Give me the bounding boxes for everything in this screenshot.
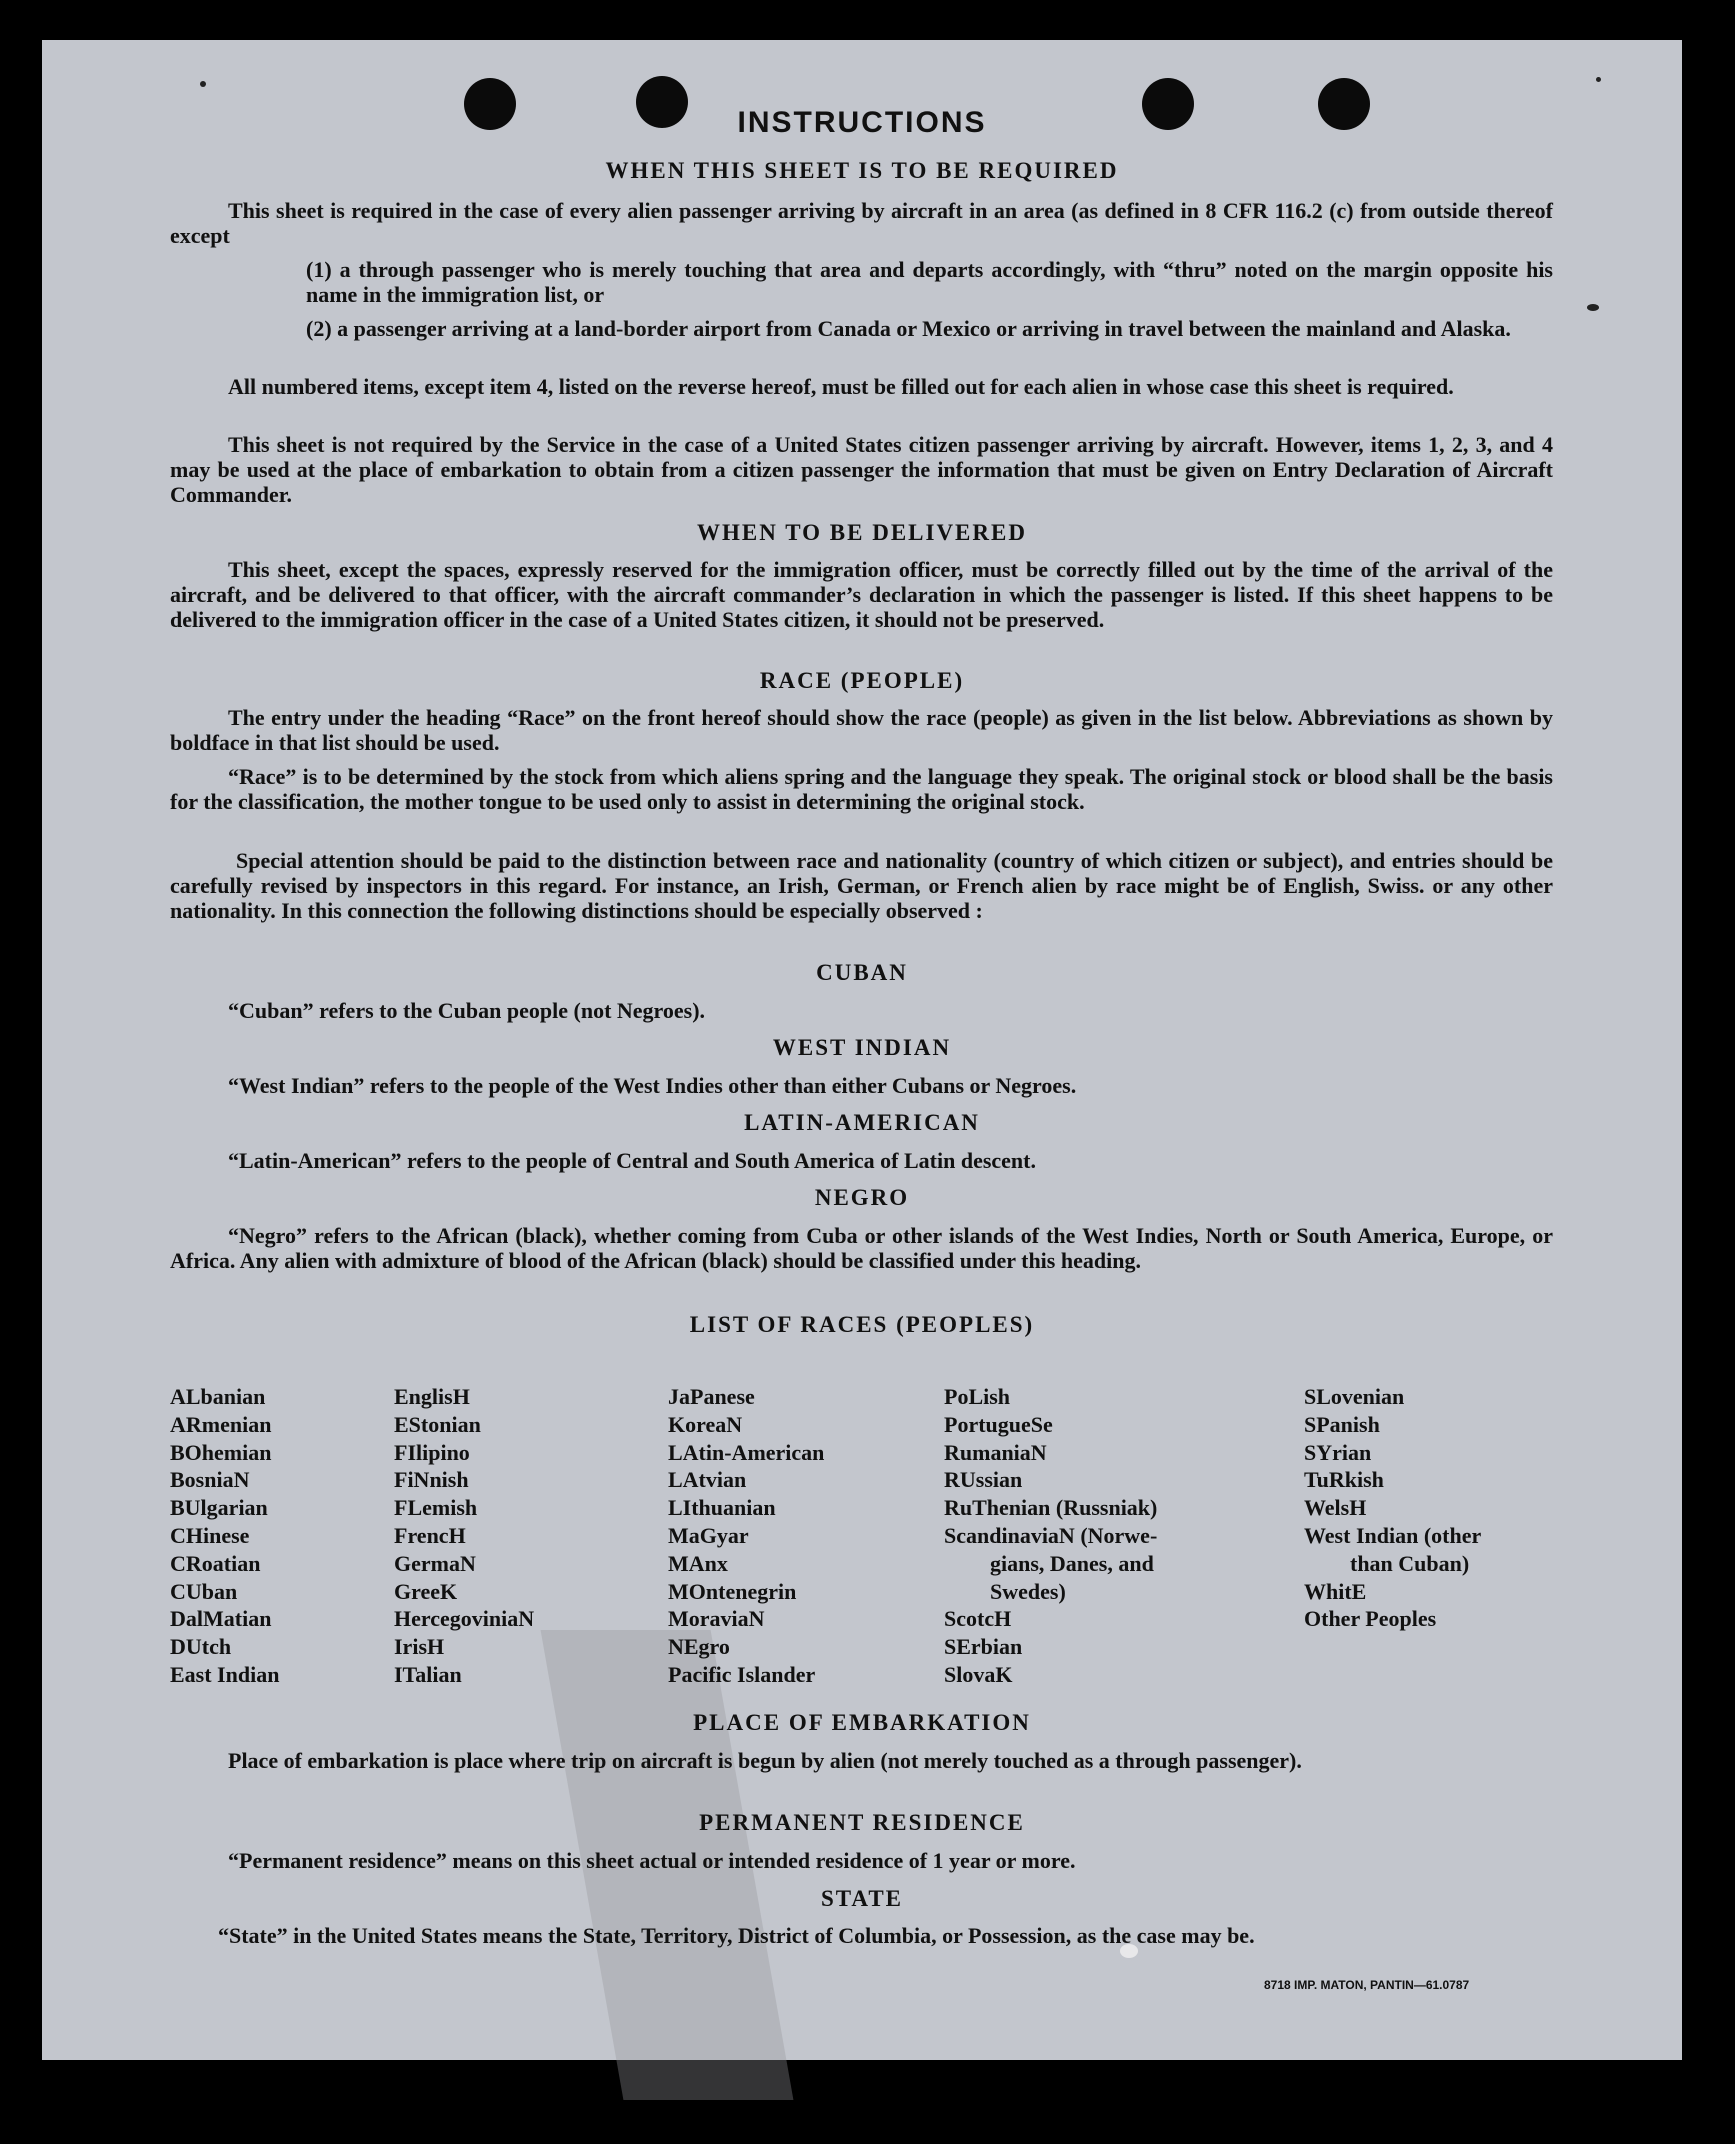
race-item: ScotcH [944,1606,1012,1632]
race-item: BOhemian [170,1439,272,1465]
races-column-5 [1304,1383,1481,1633]
paragraph: Special attention should be paid to the distinction between race and nationality (country of which citizen or subject), and entries should be carefully revised by inspectors in this regard. For instance, an Irish, German, or French alien by race might be of English, Swiss. or any other nationality. In this connection the following distinctions should be especially observed : [170,848,1553,923]
race-item: Other Peoples [1304,1606,1437,1632]
heading-negro: NEGRO [814,1185,910,1210]
race-item: ARmenian [170,1411,272,1437]
race-item: DUtch [170,1634,232,1660]
race-item: TuRkish [1304,1467,1384,1493]
paragraph: This sheet is not required by the Service in the case of a United States citizen passenger arriving by aircraft. However, items 1, 2, 3, and 4 may be used at the place of embarkation to obtain from a citizen passenger the information that must be given on Entry Declaration of Aircraft Commander. [170,432,1553,507]
race-item: HercegoviniaN [394,1606,535,1632]
race-item: LIthuanian [668,1495,776,1521]
race-item: SPanish [1304,1411,1380,1437]
races-column-3 [668,1383,824,1689]
exception-item-1: (1) a through passenger who is merely touching that area and departs accordingly, with “thru” noted on the margin opposite his name in the immigration list, or [306,257,1553,307]
race-item: ALbanian [170,1384,266,1409]
race-item: East Indian [170,1661,280,1687]
heading-when-required: WHEN THIS SHEET IS TO BE REQUIRED [605,158,1119,183]
race-item: than Cuban) [1350,1550,1470,1576]
race-item: FrencH [394,1522,466,1548]
race-item: EStonian [394,1411,481,1437]
race-item: ITalian [394,1661,462,1687]
race-item: ScandinaviaN (Norwe- [944,1522,1158,1548]
race-item: GermaN [394,1550,476,1576]
page-title: INSTRUCTIONS [737,106,987,139]
race-item: PortugueSe [944,1411,1053,1437]
definition-permanent-residence: “Permanent residence” means on this sheet actual or intended residence of 1 year or more. [228,1848,1076,1873]
paragraph: This sheet, except the spaces, expressly reserved for the immigration officer, must be correctly filled out by the time of the arrival of the aircraft, and be delivered to that officer, with the aircraft commander’s declaration in which the passenger is listed. If this sheet happens to be delivered to the immigration officer in the case of a United States citizen, it should not be preserved. [170,557,1553,632]
heading-permanent-residence: PERMANENT RESIDENCE [699,1810,1025,1835]
race-item: IrisH [394,1634,445,1660]
speck [200,81,206,87]
definition-cuban: “Cuban” refers to the Cuban people (not Negroes). [228,998,706,1023]
races-column-1 [170,1383,279,1689]
definition-state: “State” in the United States means the State, Territory, District of Columbia, or Possession, as the case may be. [218,1923,1255,1948]
race-item: LAtin-American [668,1439,825,1465]
races-column-4 [944,1383,1157,1689]
race-item: BosniaN [170,1467,250,1493]
exception-item-2: (2) a passenger arriving at a land-border airport from Canada or Mexico or arriving in travel between the mainland and Alaska. [306,316,1511,341]
race-item: LAtvian [668,1467,747,1493]
race-item: CUban [170,1578,238,1604]
race-item: DalMatian [170,1606,272,1632]
races-column-2 [394,1383,534,1689]
race-item: NEgro [668,1634,730,1660]
race-item: JaPanese [668,1384,755,1409]
race-item: WhitE [1304,1578,1367,1604]
heading-list-of-races: LIST OF RACES (PEOPLES) [689,1312,1035,1337]
speck [1596,77,1601,82]
paragraph: “Race” is to be determined by the stock from which aliens spring and the language they speak. The original stock or blood shall be the basis for the classification, the mother tongue to be used only to assist in determining the original stock. [170,764,1553,814]
race-item: Pacific Islander [668,1661,816,1687]
race-item: CHinese [170,1522,250,1548]
paragraph: This sheet is required in the case of every alien passenger arriving by aircraft in an area (as defined in 8 CFR 116.2 (c) from outside thereof except [170,198,1553,248]
race-item: RuThenian (Russniak) [944,1495,1158,1521]
heading-place-of-embarkation: PLACE OF EMBARKATION [693,1710,1031,1735]
paragraph: Place of embarkation is place where trip on aircraft is begun by alien (not merely touched as a through passenger). [228,1748,1302,1773]
race-item: EnglisH [394,1384,470,1409]
race-item: KoreaN [668,1411,743,1437]
paragraph: The entry under the heading “Race” on the front hereof should show the race (people) as given in the list below. Abbreviations as shown by boldface in that list should be used. [170,705,1553,755]
race-item: gians, Danes, and [990,1550,1154,1576]
paragraph: “Negro” refers to the African (black), whether coming from Cuba or other islands of the West Indies, North or South America, Europe, or Africa. Any alien with admixture of blood of the African (black) should be classified under this heading. [170,1223,1553,1273]
paragraph: All numbered items, except item 4, listed on the reverse hereof, must be filled out for each alien in whose case this sheet is required. [228,374,1454,399]
heading-west-indian: WEST INDIAN [772,1035,952,1060]
heading-when-delivered: WHEN TO BE DELIVERED [697,520,1027,545]
race-item: SErbian [944,1634,1023,1660]
race-item: FiNnish [394,1467,469,1493]
race-item: RUssian [944,1467,1023,1493]
race-item: FIlipino [394,1439,470,1465]
definition-west-indian: “West Indian” refers to the people of the West Indies other than either Cubans or Negroes. [228,1073,1077,1098]
printer-imprint: 8718 IMP. MATON, PANTIN—61.0787 [1264,1978,1470,1992]
race-item: BUlgarian [170,1495,268,1521]
race-item: MoraviaN [668,1606,765,1632]
race-item: WelsH [1304,1495,1367,1521]
race-item: FLemish [394,1495,478,1521]
heading-cuban: CUBAN [816,960,908,985]
race-item: CRoatian [170,1550,261,1576]
race-item: West Indian (other [1304,1522,1482,1548]
race-item: PoLish [944,1384,1011,1409]
race-item: GreeK [394,1578,458,1604]
heading-race: RACE (PEOPLE) [759,668,965,693]
race-item: MAnx [668,1550,728,1576]
heading-state: STATE [820,1886,903,1911]
race-item: MOntenegrin [668,1578,797,1604]
race-item: SLovenian [1304,1384,1405,1409]
race-item: SYrian [1304,1439,1372,1465]
race-item: Swedes) [990,1578,1066,1604]
race-item: MaGyar [668,1522,749,1548]
speck [1587,304,1599,311]
definition-latin-american: “Latin-American” refers to the people of Central and South America of Latin descent. [228,1148,1036,1173]
race-item: RumaniaN [944,1439,1047,1465]
race-item: SlovaK [944,1661,1013,1687]
document-page [42,40,1682,2060]
heading-latin-american: LATIN-AMERICAN [744,1110,980,1135]
